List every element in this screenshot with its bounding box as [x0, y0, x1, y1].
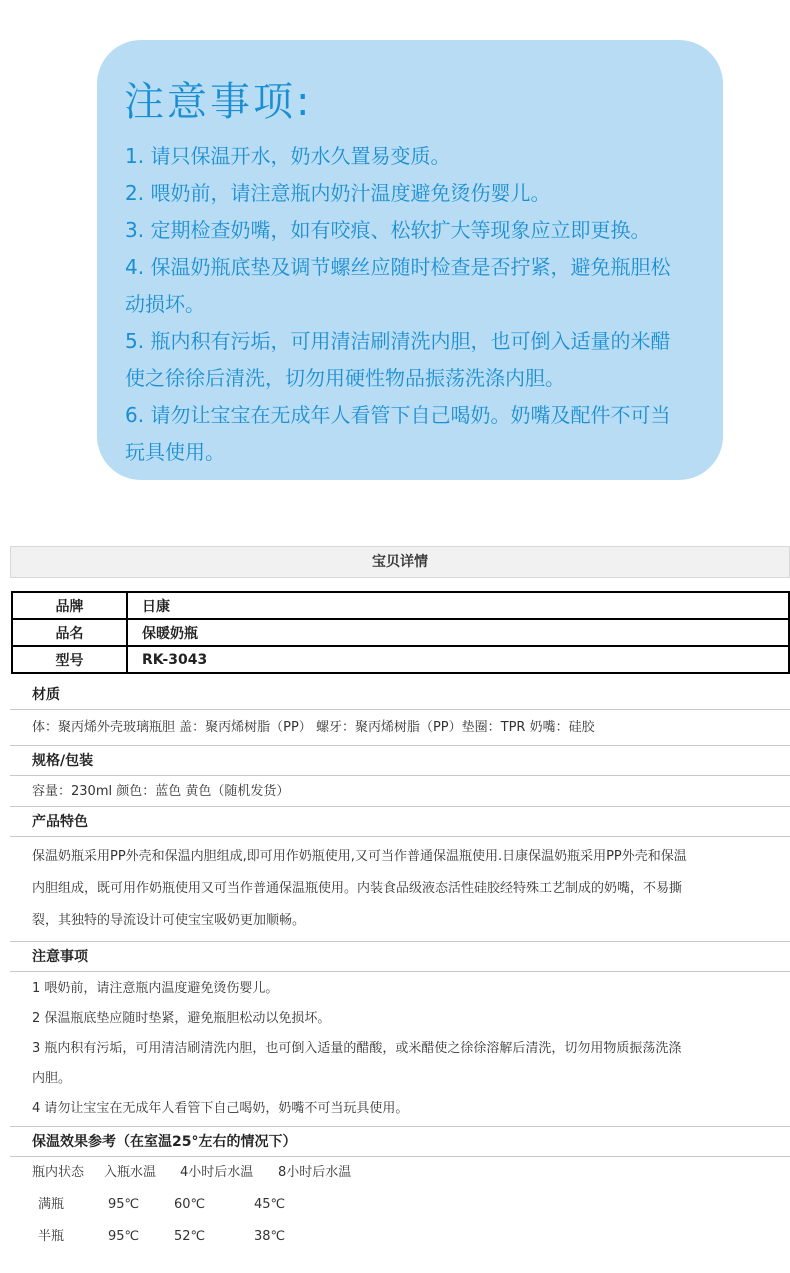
notes-line: 4 请勿让宝宝在无成年人看管下自己喝奶，奶嘴不可当玩具使用。 [32, 1101, 409, 1116]
effect-row [10, 1221, 790, 1253]
spec-row [12, 646, 789, 673]
notice-item: 3. 定期检查奶嘴，如有咬痕、松软扩大等现象应立即更换。 [125, 218, 651, 242]
effect-cell: 满瓶 [38, 1197, 65, 1212]
effect-heading: 保温效果参考（在室温25°左右的情况下） [10, 1127, 790, 1157]
spec-row [12, 592, 789, 619]
features-line: 裂，其独特的导流设计可使宝宝吸奶更加顺畅。 [32, 913, 306, 928]
spec-value: RK-3043 [127, 646, 789, 673]
effect-cell: 95℃ [108, 1229, 140, 1244]
packaging-heading: 规格/包装 [10, 746, 790, 776]
tab-product-details[interactable] [10, 546, 790, 578]
notes-heading: 注意事项 [10, 942, 790, 972]
effect-header-cell: 4小时后水温 [180, 1165, 254, 1180]
notice-item: 动损坏。 [125, 292, 205, 316]
features-body [10, 837, 790, 942]
material-text: 体：聚丙烯外壳玻璃瓶胆 盖：聚丙烯树脂（PP） 螺牙：聚丙烯树脂（PP）垫圈：TPR 奶嘴：硅胶 [10, 710, 790, 746]
effect-cell: 半瓶 [38, 1229, 65, 1244]
notes-body [10, 972, 790, 1127]
notice-item: 6. 请勿让宝宝在无成年人看管下自己喝奶。奶嘴及配件不可当 [125, 403, 671, 427]
notice-item: 4. 保温奶瓶底垫及调节螺丝应随时检查是否拧紧，避免瓶胆松 [125, 255, 671, 279]
notice-item: 5. 瓶内积有污垢，可用清洁刷清洗内胆，也可倒入适量的米醋 [125, 329, 671, 353]
spec-table [11, 591, 790, 674]
spec-key: 型号 [12, 646, 127, 673]
features-line: 内胆组成，既可用作奶瓶使用又可当作普通保温瓶使用。内装食品级液态活性硅胶经特殊工艺制成的奶嘴，不易撕 [32, 881, 683, 896]
features-heading: 产品特色 [10, 807, 790, 837]
effect-cell: 60℃ [174, 1197, 206, 1212]
effect-cell: 95℃ [108, 1197, 140, 1212]
effect-cell: 52℃ [174, 1229, 206, 1244]
effect-cell: 38℃ [254, 1229, 286, 1244]
spec-value: 保暖奶瓶 [127, 619, 789, 646]
effect-cell: 45℃ [254, 1197, 286, 1212]
spec-row [12, 619, 789, 646]
notes-line: 内胆。 [32, 1071, 72, 1086]
effect-row [10, 1189, 790, 1221]
tab-label: 宝贝详情 [372, 554, 428, 570]
spec-value: 日康 [127, 592, 789, 619]
notice-item: 使之徐徐后清洗，切勿用硬性物品振荡洗涤内胆。 [125, 366, 565, 390]
effect-header-cell: 8小时后水温 [278, 1165, 352, 1180]
notes-line: 1 喂奶前，请注意瓶内温度避免烫伤婴儿。 [32, 981, 279, 996]
spec-key: 品牌 [12, 592, 127, 619]
notice-item: 1. 请只保温开水，奶水久置易变质。 [125, 144, 451, 168]
notice-item: 玩具使用。 [125, 440, 225, 464]
notice-title: 注意事项: [124, 79, 313, 125]
notes-line: 2 保温瓶底垫应随时垫紧，避免瓶胆松动以免损坏。 [32, 1011, 331, 1026]
effect-header-cell: 瓶内状态 [32, 1165, 85, 1180]
material-heading: 材质 [10, 680, 790, 710]
notice-item: 2. 喂奶前，请注意瓶内奶汁温度避免烫伤婴儿。 [125, 181, 551, 205]
notice-panel [97, 40, 723, 480]
spec-key: 品名 [12, 619, 127, 646]
details-sections [10, 680, 790, 1253]
notes-line: 3 瓶内积有污垢，可用清洁刷清洗内胆，也可倒入适量的醋酸，或米醋使之徐徐溶解后清洗，切勿用物质振荡洗涤 [32, 1041, 682, 1056]
notice-list [125, 138, 715, 471]
effect-header-cell: 入瓶水温 [104, 1165, 157, 1180]
features-line: 保温奶瓶采用PP外壳和保温内胆组成,即可用作奶瓶使用,又可当作普通保温瓶使用.日康保温奶瓶采用PP外壳和保温 [32, 849, 687, 864]
packaging-text: 容量：230ml 颜色：蓝色 黄色（随机发货） [10, 776, 790, 807]
effect-header-row [10, 1157, 790, 1189]
effect-table [10, 1157, 790, 1253]
